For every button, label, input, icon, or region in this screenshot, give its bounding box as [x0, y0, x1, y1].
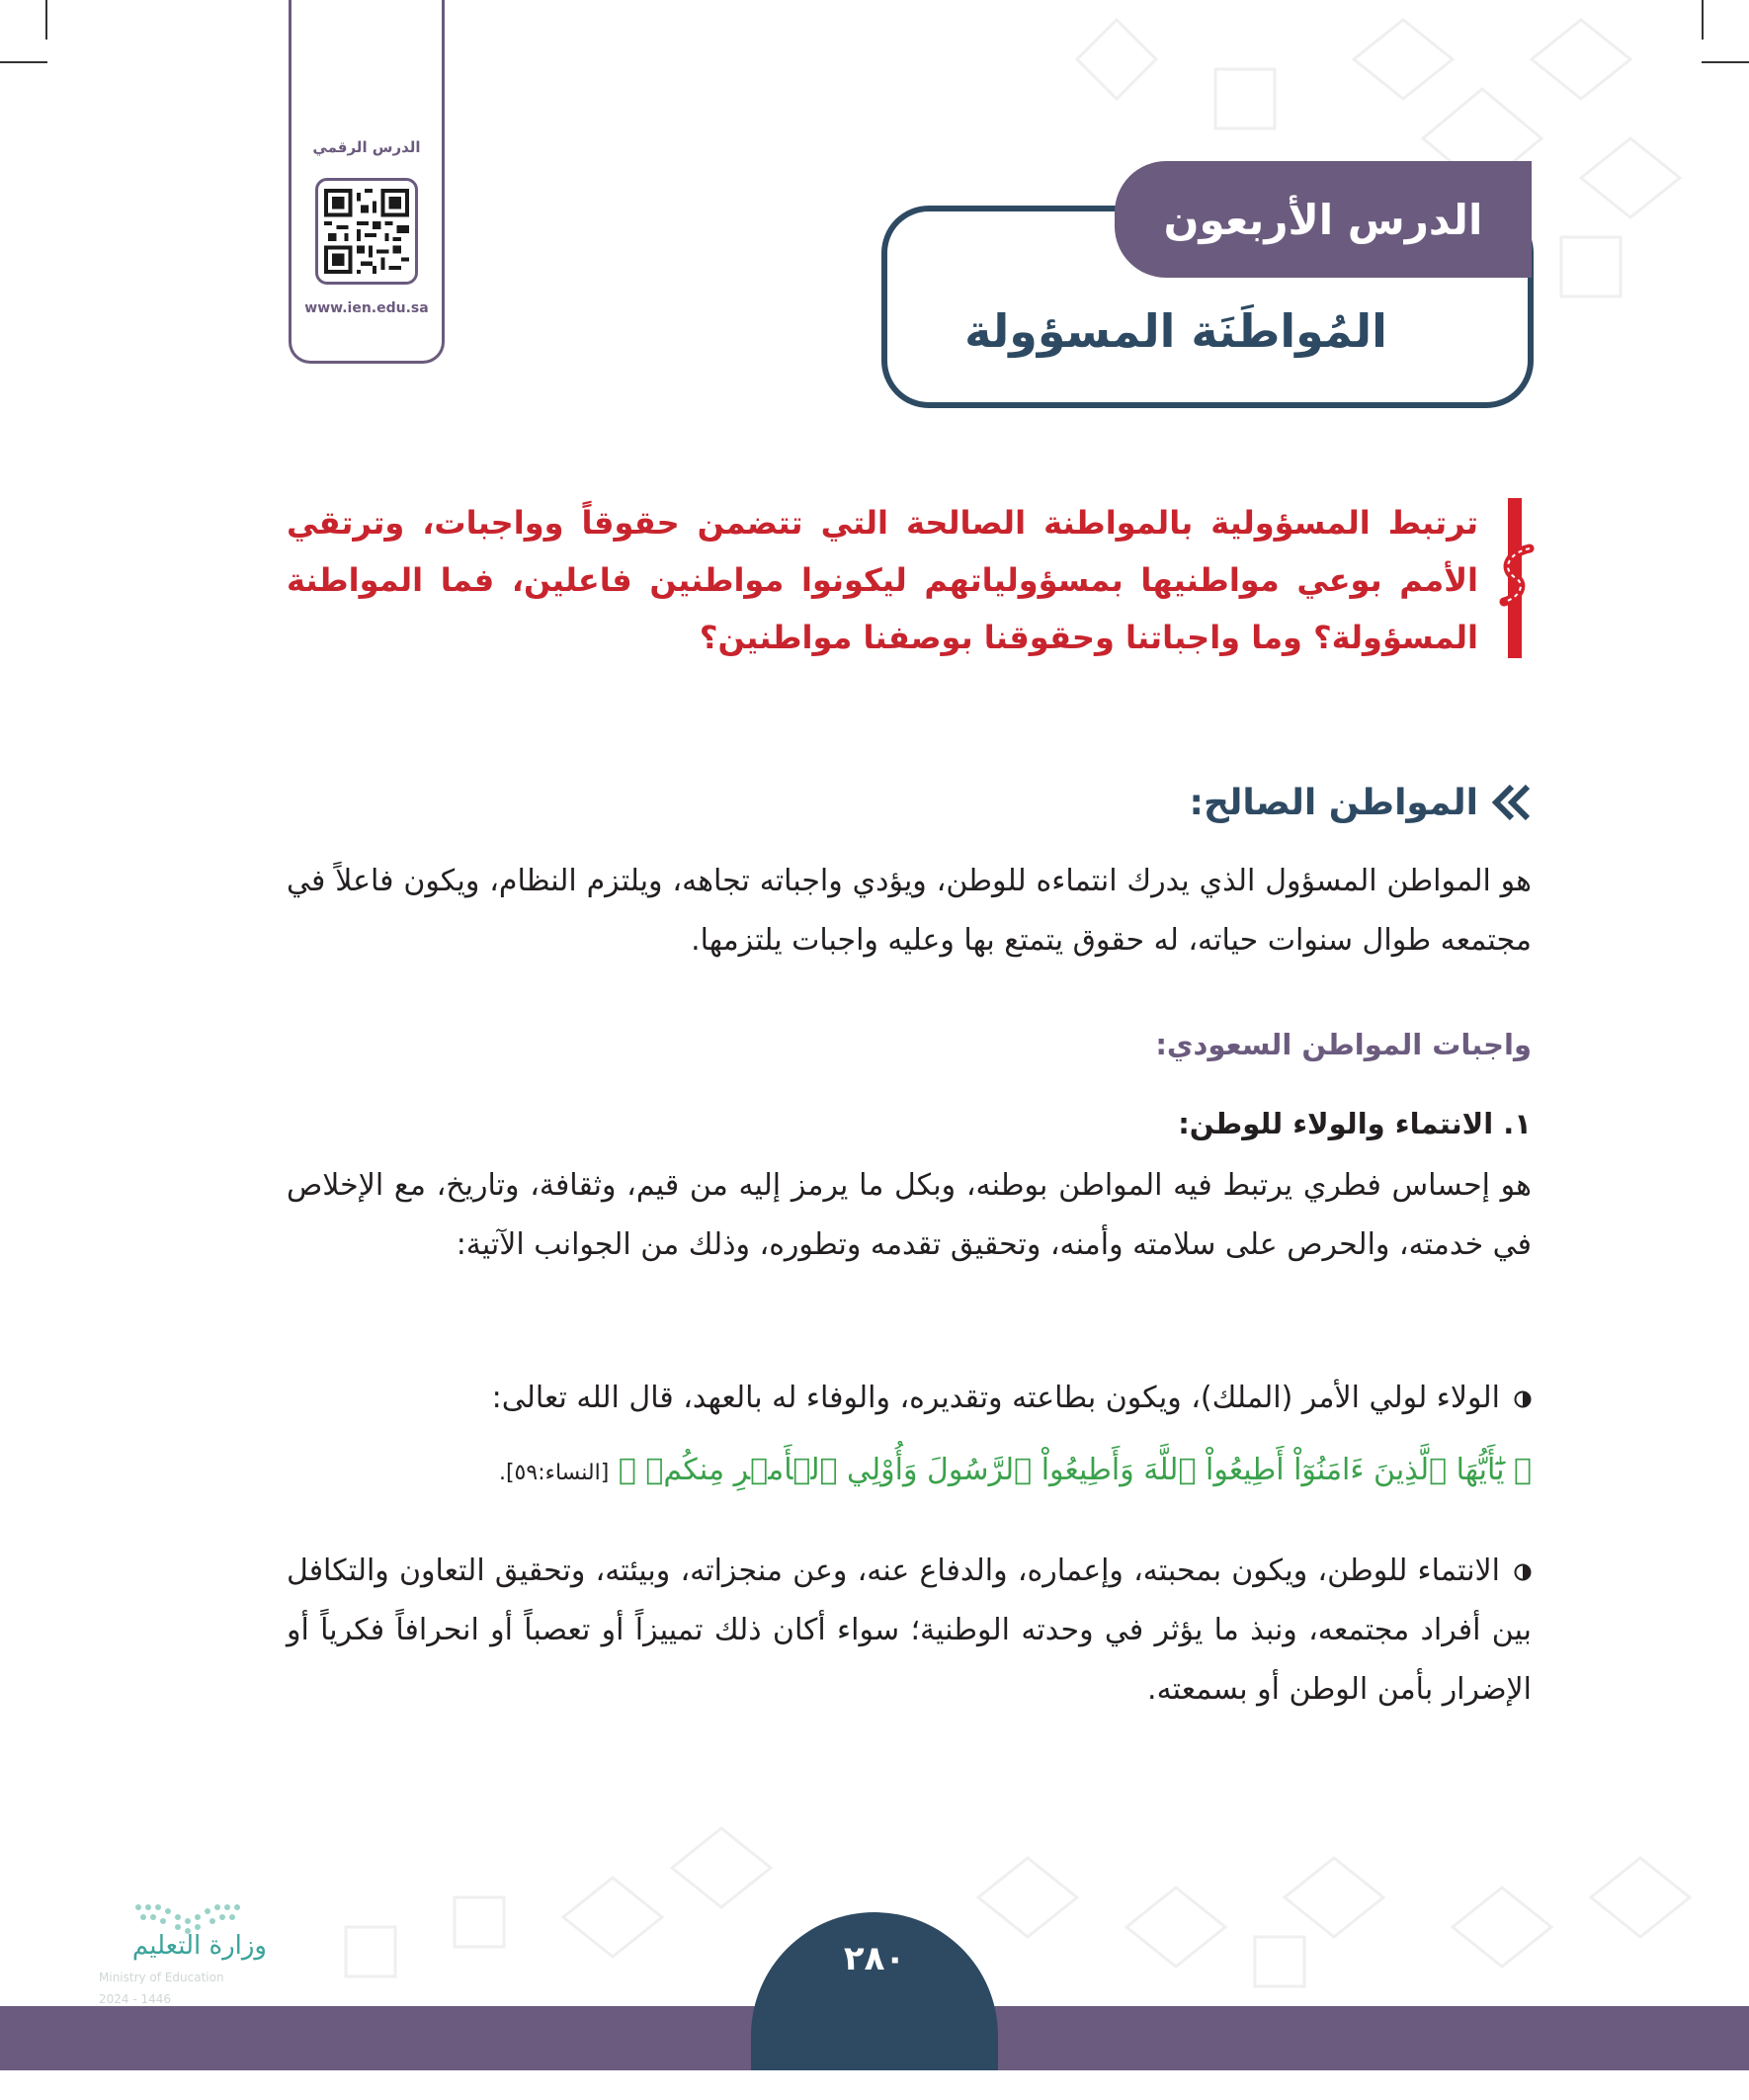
item1-heading: ١. الانتماء والولاء للوطن: [1178, 1107, 1532, 1140]
good-citizen-definition: هو المواطن المسؤول الذي يدرك انتماءه للوطن، ويؤدي واجباته تجاهه، ويلتزم النظام، ويكون فاعلاً في مجتمعه طوال سنوات حياته، له حقوق يتمتع بها وعليه واجبات يلتزمها. [287, 864, 1532, 958]
verse-reference: [النساء:٥٩]. [498, 1461, 610, 1485]
good-citizen-heading: المواطن الصالح: [1189, 782, 1478, 823]
duties-heading: واجبات المواطن السعودي: [1155, 1028, 1532, 1061]
ministry-name-en: Ministry of Education [99, 1971, 224, 1984]
bullet-text: الولاء لولي الأمر (الملك)، ويكون بطاعته وتقديره، والوفاء له بالعهد، قال الله تعالى: [491, 1381, 1500, 1415]
lesson-number-label: الدرس الأربعون [1115, 161, 1532, 278]
qr-code-icon [324, 187, 409, 276]
ministry-logo [59, 1897, 267, 2006]
double-chevron-icon [1488, 783, 1532, 822]
bullet-item [287, 1542, 1532, 1720]
bullet-icon [1514, 1563, 1532, 1581]
bullet-text: الانتماء للوطن، ويكون بمحبته، وإعماره، والدفاع عنه، وعن منجزاته، وبيئته، وتحقيق التعاون والتكافل بين أفراد مجتمعه، ونبذ ما يؤثر في وحدته الوطنية؛ سواء أكان ذلك تمييزاً أو تعصباً أو انحرافاً فكرياً أو الإضرار بأمن الوطن أو بسمعته. [287, 1554, 1532, 1707]
website-url[interactable]: www.ien.edu.sa [304, 300, 429, 316]
digital-lesson-label: الدرس الرقمي [312, 138, 421, 156]
verse-text: ﴿ يَٰٓأَيُّهَا ٱلَّذِينَ ءَامَنُوٓاْ أَطِيعُواْ ٱللَّهَ وَأَطِيعُواْ ٱلرَّسُولَ وَأُوْلِي ٱلۡأَمۡرِ مِنكُمۡ ﴾ [618, 1453, 1532, 1487]
qr-code[interactable] [315, 178, 418, 285]
good-citizen-section-heading [889, 773, 1532, 832]
bullet-item [287, 1369, 1532, 1428]
edition-year: 2024 - 1446 [99, 1992, 172, 2006]
page-number: ٢٨٠ [843, 1939, 906, 1978]
item1-text: هو إحساس فطري يرتبط فيه المواطن بوطنه، وبكل ما يرمز إليه من قيم، وثقافة، وتاريخ، مع الإخلاص في خدمته، والحرص على سلامته وأمنه، وتحقيق تقدمه وتطوره، وذلك من الجوانب الآتية: [287, 1168, 1532, 1262]
lesson-title: المُواطَنَة المسؤولة [964, 304, 1387, 358]
question-mark-icon [1490, 539, 1540, 618]
quran-verse [498, 1453, 1532, 1502]
ministry-name-ar: وزارة التعليم [131, 1931, 267, 1961]
digital-lesson-tab[interactable] [289, 0, 445, 364]
intro-text: ترتبط المسؤولية بالمواطنة الصالحة التي تتضمن حقوقاً وواجبات، وترتقي الأمم بوعي مواطنيها بمسؤولياتهم ليكونوا مواطنين فاعلين، فما المواطنة المسؤولة؟ وما واجباتنا وحقوقنا بوصفنا مواطنين؟ [287, 504, 1478, 656]
bullet-icon [1514, 1390, 1532, 1408]
